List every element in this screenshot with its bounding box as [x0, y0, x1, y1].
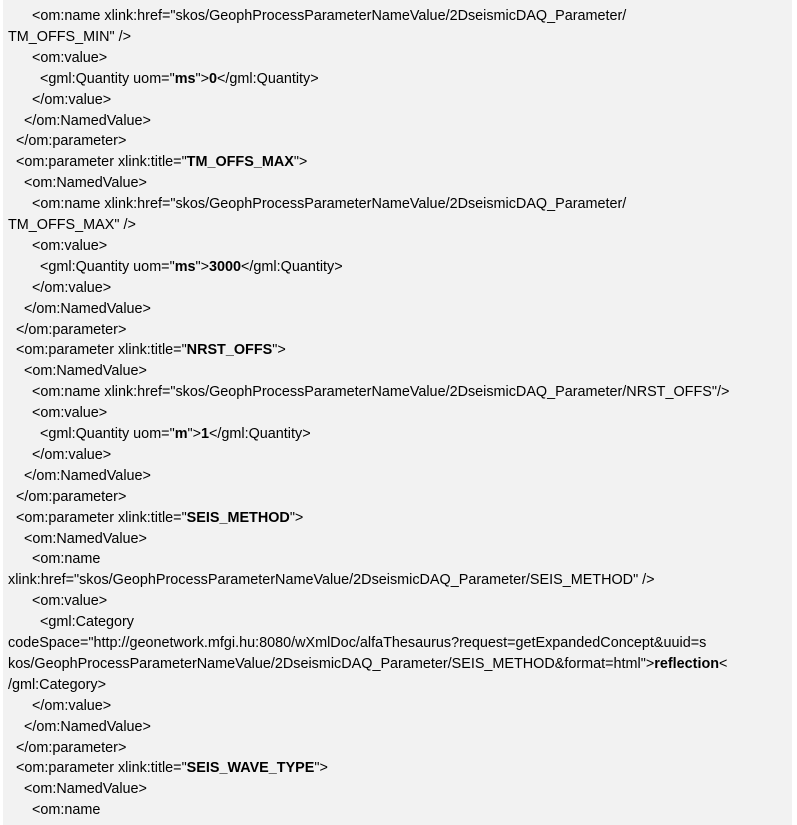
code-line: [8, 633, 706, 654]
code-line: [24, 361, 147, 382]
code-line: [8, 570, 655, 591]
code-text: <gml:Quantity uom=": [40, 70, 175, 87]
code-line: [32, 591, 107, 612]
code-line: [16, 738, 126, 759]
code-line: [16, 320, 126, 341]
code-line: [16, 152, 307, 173]
code-text: TM_OFFS_MAX" />: [8, 217, 136, 233]
code-text: <om:NamedValue>: [24, 530, 147, 547]
code-text: xlink:href="skos/GeophProcessParameterNameValue/2DseismicDAQ_Parameter/SEIS_METHOD" />: [8, 572, 655, 589]
code-bold-value: m: [174, 426, 188, 442]
code-line: [32, 194, 626, 215]
code-text: <om:name xlink:href="skos/GeophProcessParameterNameValue/2DseismicDAQ_Parameter/: [32, 196, 627, 213]
code-text: </om:NamedValue>: [24, 467, 151, 484]
code-line: [24, 173, 147, 194]
code-text: <: [719, 655, 728, 672]
code-text: ">: [187, 426, 201, 442]
code-line: [8, 675, 106, 696]
code-line: [32, 800, 100, 821]
code-line: [32, 382, 729, 403]
code-bold-value: NRST_OFFS: [186, 342, 273, 359]
code-text: </om:value>: [32, 91, 112, 108]
code-line: [16, 487, 126, 508]
code-text: </om:parameter>: [16, 133, 127, 150]
code-text: ">: [293, 154, 308, 171]
code-text: </om:NamedValue>: [24, 718, 151, 735]
code-line: [40, 612, 134, 633]
code-text: ">: [272, 342, 286, 359]
code-bold-value: 3000: [209, 258, 242, 275]
code-text: <om:value>: [32, 49, 108, 66]
code-bold-value: reflection: [654, 655, 720, 672]
code-line: [32, 48, 107, 69]
code-text: <om:parameter xlink:title=": [16, 509, 187, 526]
code-line: [8, 215, 136, 236]
code-text: <om:value>: [32, 593, 108, 610]
code-line: [32, 236, 107, 257]
code-line: [24, 779, 147, 800]
code-text: <gml:Quantity uom=": [40, 426, 175, 442]
code-text: <gml:Quantity uom=": [40, 258, 175, 275]
code-text: codeSpace="http://geonetwork.mfgi.hu:8080/wXmlDoc/alfaThesaurus?request=getExpandedConcept&uuid=s: [8, 635, 707, 651]
code-text: </om:NamedValue>: [24, 112, 151, 129]
code-line: [16, 340, 286, 361]
code-bold-value: ms: [174, 258, 196, 275]
code-bold-value: ms: [174, 70, 196, 87]
code-text: </gml:Quantity>: [217, 70, 319, 87]
code-text: ">: [195, 258, 210, 275]
code-text: <om:parameter xlink:title=": [16, 760, 187, 777]
code-text: </om:parameter>: [16, 488, 127, 505]
code-text: </om:value>: [32, 279, 112, 296]
code-line: [24, 299, 151, 320]
code-line: [8, 27, 131, 48]
code-bold-value: 1: [201, 426, 210, 442]
code-bold-value: SEIS_WAVE_TYPE: [186, 760, 315, 777]
code-line: [32, 6, 626, 27]
code-line: [40, 257, 343, 278]
code-text: </gml:Quantity>: [209, 426, 311, 442]
code-line: [24, 529, 147, 550]
code-text: <om:name xlink:href="skos/GeophProcessParameterNameValue/2DseismicDAQ_Parameter/: [32, 8, 627, 24]
code-text: TM_OFFS_MIN" />: [8, 28, 132, 45]
code-text: </gml:Quantity>: [241, 258, 343, 275]
code-line: [32, 90, 111, 111]
code-text: <om:parameter xlink:title=": [16, 342, 187, 359]
code-bold-value: SEIS_METHOD: [186, 509, 290, 526]
code-text: <om:parameter xlink:title=": [16, 154, 187, 171]
code-bold-value: TM_OFFS_MAX: [186, 154, 294, 171]
code-line: [16, 131, 126, 152]
code-text: <om:value>: [32, 405, 108, 422]
code-line: [24, 717, 151, 738]
code-text: <om:value>: [32, 237, 108, 254]
code-text: ">: [314, 760, 328, 777]
code-text: /gml:Category>: [8, 676, 106, 693]
code-line: [24, 111, 151, 132]
code-text: </om:NamedValue>: [24, 300, 151, 317]
code-text: <om:name xlink:href="skos/GeophProcessParameterNameValue/2DseismicDAQ_Parameter/NRST_OFFS"/>: [32, 384, 730, 401]
code-text: <gml:Category: [40, 614, 134, 631]
code-text: ">: [195, 70, 210, 87]
code-line: [40, 424, 311, 445]
xml-document: [3, 0, 792, 825]
code-text: </om:parameter>: [16, 321, 127, 338]
code-text: <om:NamedValue>: [24, 781, 147, 798]
code-text: </om:value>: [32, 446, 112, 463]
code-line: [32, 696, 111, 717]
code-line: [8, 654, 727, 675]
code-line: [16, 758, 328, 779]
code-text: <om:NamedValue>: [24, 363, 147, 380]
code-line: [32, 549, 100, 570]
code-text: <om:NamedValue>: [24, 175, 147, 192]
code-line: [40, 69, 319, 90]
code-line: [32, 278, 111, 299]
code-text: <om:name: [32, 802, 101, 819]
code-line: [24, 466, 151, 487]
code-line: [16, 508, 303, 529]
code-text: kos/GeophProcessParameterNameValue/2DseismicDAQ_Parameter/SEIS_METHOD&format=html">: [8, 655, 655, 672]
code-bold-value: 0: [209, 70, 218, 87]
code-text: </om:parameter>: [16, 739, 127, 756]
code-line: [32, 445, 111, 466]
code-text: </om:value>: [32, 697, 112, 714]
code-line: [32, 403, 107, 424]
code-text: ">: [289, 509, 304, 526]
code-text: <om:name: [32, 551, 101, 568]
